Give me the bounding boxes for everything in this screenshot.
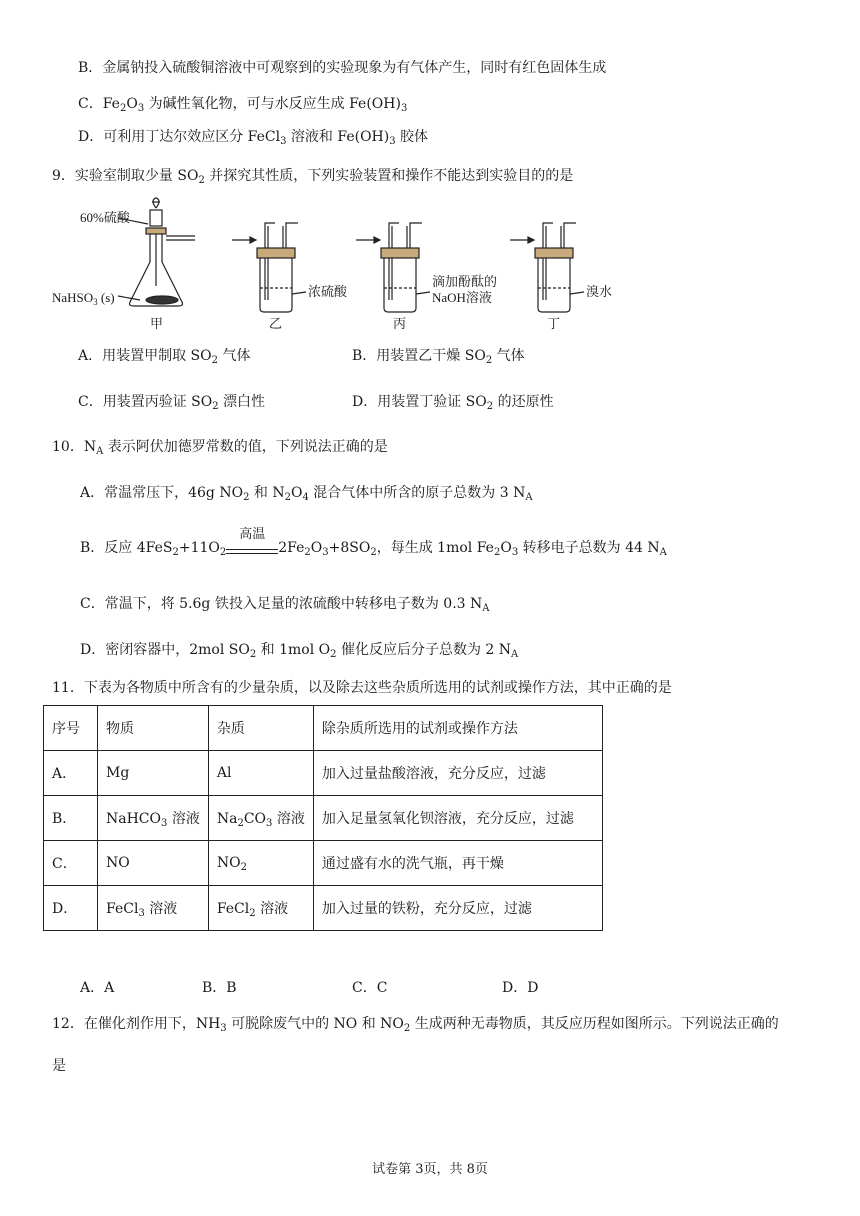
row-method: 加入过量的铁粉，充分反应，过滤	[313, 886, 602, 931]
q11-option-a: A．A	[80, 980, 115, 996]
row-substance: NaHCO$_3$ 溶液	[98, 796, 209, 841]
q8-option-c: C．$Fe_2O_3$ 为碱性氧化物，可与水反应生成 $Fe(OH)_3$	[78, 96, 408, 114]
row-index: D．	[44, 886, 98, 931]
bottle-bing	[381, 223, 422, 312]
q11-stem: 11．下表为各物质中所含有的少量杂质，以及除去这些杂质所选用的试剂或操作方法，其中正确的是	[52, 680, 672, 696]
row-index: B．	[44, 796, 98, 841]
q9-stem: 9．实验室制取少量 $SO_2$ 并探究其性质，下列实验装置和操作不能达到实验目的的是	[52, 168, 574, 186]
page-footer: 试卷第 3页，共 8页	[372, 1162, 488, 1177]
row-index: A．	[44, 751, 98, 796]
reaction-condition: 高温	[226, 543, 278, 554]
q10-option-a: A．常温常压下，46g $NO_2$ 和 $N_2O_4$ 混合气体中所含的原子总数为 3 $N_A$	[80, 485, 533, 503]
header-index: 序号	[44, 706, 98, 751]
table-row	[44, 796, 603, 841]
row-impurity: Al	[208, 751, 313, 796]
row-substance: NO	[98, 841, 209, 886]
label-phenolphthalein: 滴加酚酞的	[432, 274, 498, 289]
label-bromine: 溴水	[586, 284, 613, 299]
q12-stem-cont: 是	[52, 1058, 66, 1074]
label-acid: 60%硫酸	[80, 210, 130, 225]
header-impurity: 杂质	[208, 706, 313, 751]
q10-option-c: C．常温下，将 5.6g 铁投入足量的浓硫酸中转移电子数为 0.3 $N_A$	[80, 596, 490, 614]
q8-option-d: D．可利用丁达尔效应区分 FeCl$_3$ 溶液和 $Fe(OH)_3$ 胶体	[78, 129, 429, 147]
table-row	[44, 886, 603, 931]
q11-option-b: B．B	[202, 980, 237, 996]
q8-option-b: B．金属钠投入硫酸铜溶液中可观察到的实验现象为有气体产生，同时有红色固体生成	[78, 60, 607, 76]
label-yi: 乙	[269, 316, 283, 331]
row-impurity: $NO_2$	[208, 841, 313, 886]
row-impurity: FeCl$_2$ 溶液	[208, 886, 313, 931]
label-jia: 甲	[150, 316, 164, 331]
q9-option-d: D．用装置丁验证 $SO_2$ 的还原性	[352, 394, 554, 412]
q9-option-c: C．用装置丙验证 $SO_2$ 漂白性	[78, 394, 266, 412]
q10-stem: 10．$N_A$ 表示阿伏加德罗常数的值，下列说法正确的是	[52, 439, 388, 457]
label-ding: 丁	[547, 316, 561, 331]
row-substance: FeCl$_3$ 溶液	[98, 886, 209, 931]
q10-option-d: D．密闭容器中，2mol $SO_2$ 和 1mol $O_2$ 催化反应后分子总数为 2 $N_A$	[80, 642, 519, 660]
header-method: 除杂质所选用的试剂或操作方法	[313, 706, 602, 751]
label-bing: 丙	[393, 316, 407, 331]
row-method: 加入过量盐酸溶液，充分反应，过滤	[313, 751, 602, 796]
q9-option-b: B．用装置乙干燥 $SO_2$ 气体	[352, 348, 525, 366]
row-method: 通过盛有水的洗气瓶，再干燥	[313, 841, 602, 886]
bottle-ding	[535, 223, 576, 312]
flask-jia	[130, 198, 196, 306]
row-substance: Mg	[98, 751, 209, 796]
q11-option-c: C．C	[352, 980, 388, 996]
table-row	[44, 841, 603, 886]
q12-stem: 12．在催化剂作用下，$NH_3$ 可脱除废气中的 NO 和 $NO_2$ 生成两种无毒物质，其反应历程如图所示。下列说法正确的	[52, 1016, 779, 1034]
table-header-row	[44, 706, 603, 751]
bottle-yi	[257, 223, 298, 312]
impurity-table	[43, 705, 603, 931]
row-method: 加入足量氢氧化钡溶液，充分反应，过滤	[313, 796, 602, 841]
row-index: C．	[44, 841, 98, 886]
q11-option-d: D．D	[502, 980, 539, 996]
q9-option-a: A．用装置甲制取 $SO_2$ 气体	[78, 348, 251, 366]
header-substance: 物质	[98, 706, 209, 751]
label-salt: NaHSO$_3$ (s)	[52, 290, 115, 307]
apparatus-diagram	[50, 196, 630, 336]
q10-option-b: B．反应 $4FeS_2+11O_2$ 高温 $2Fe_2O_3+8SO_2$，每生成 1mol $Fe_2O_3$ 转移电子总数为 44 $N_A$	[80, 526, 667, 558]
table-row	[44, 751, 603, 796]
label-conc-acid: 浓硫酸	[308, 284, 348, 299]
label-naoh: NaOH溶液	[432, 290, 492, 305]
row-impurity: $Na_2CO_3$ 溶液	[208, 796, 313, 841]
